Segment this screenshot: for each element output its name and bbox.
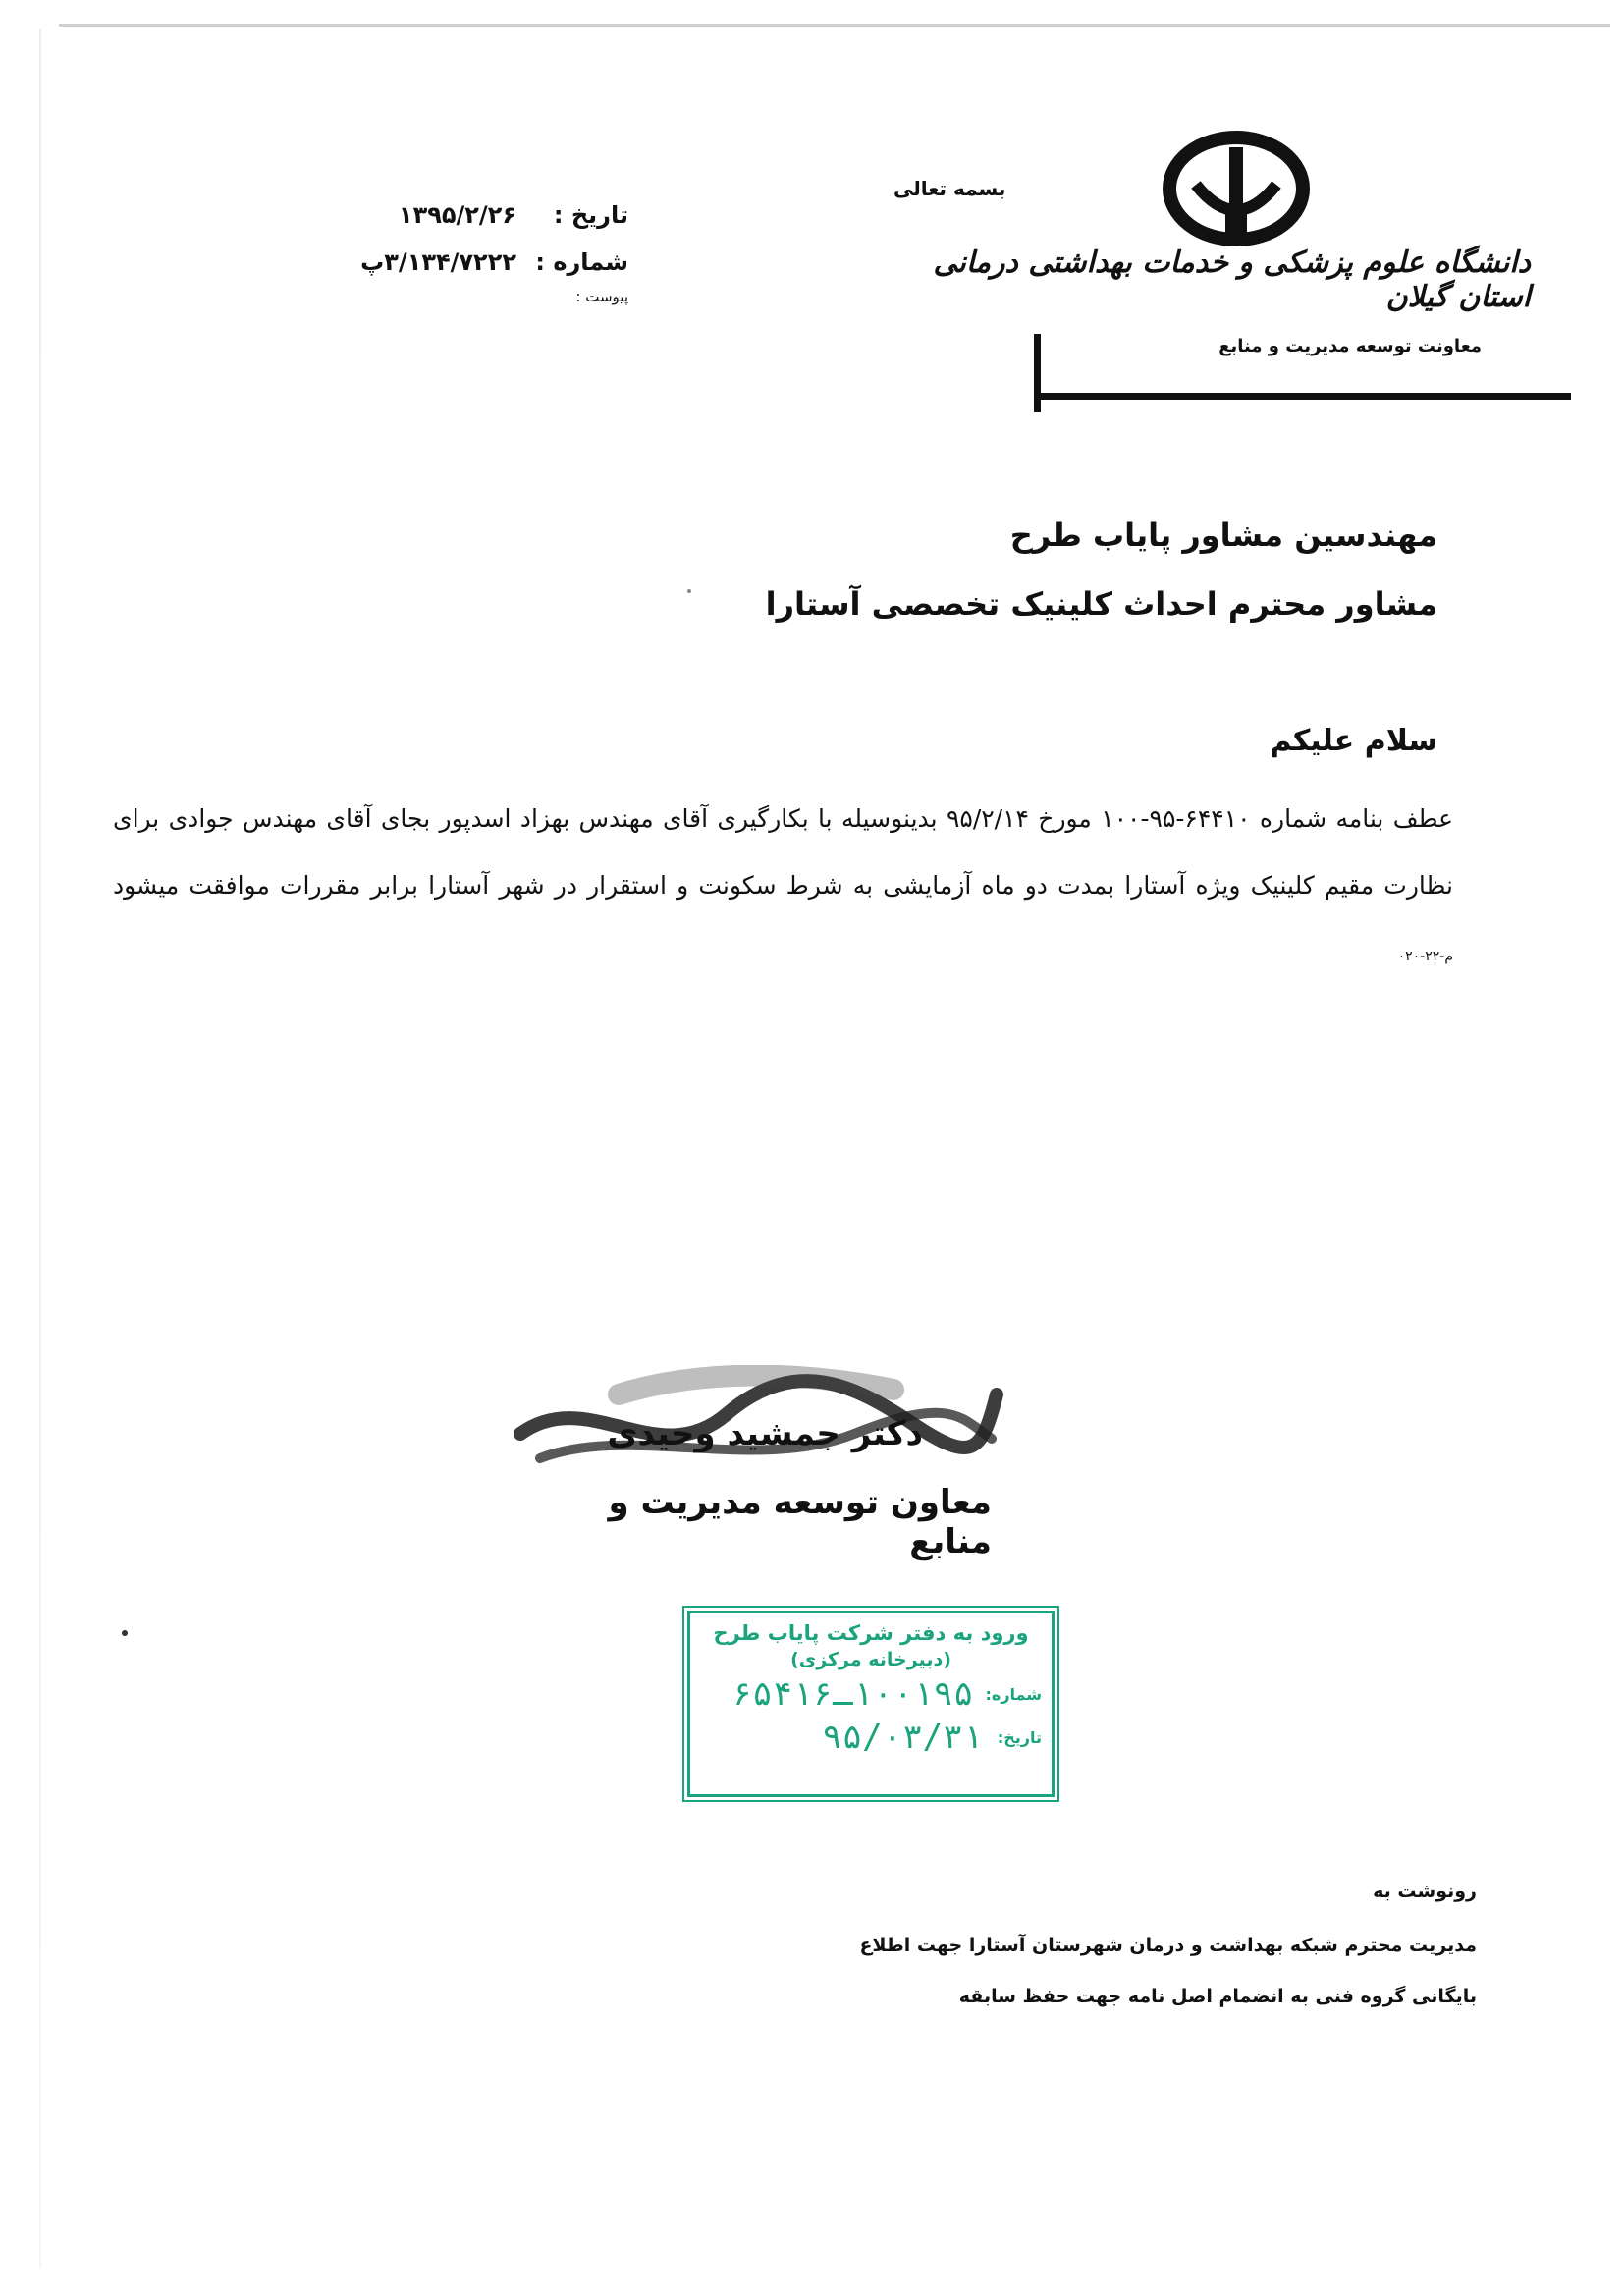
body-ref-note: م-۲۲-۰۲۰: [1397, 949, 1453, 964]
greeting: سلام علیکم: [1270, 724, 1437, 758]
date-label: تاریخ :: [553, 201, 628, 229]
addressee-line-2: مشاور محترم احداث کلینیک تخصصی آستارا: [765, 585, 1437, 623]
header-meta: [285, 191, 628, 307]
receipt-stamp: [687, 1611, 1055, 1797]
addressee-line-1: مهندسین مشاور پایاب طرح: [1009, 517, 1437, 554]
letter-body: [113, 786, 1453, 990]
stamp-number-row: [690, 1674, 1052, 1714]
signatory-name: دکتر جمشید وحیدی: [607, 1414, 923, 1453]
number-value: ۳/۱۳۴/۷۲۲۲پ: [360, 248, 516, 276]
cc-heading: رونوشت به: [1373, 1881, 1477, 1902]
letterhead-bar-horizontal: [1034, 393, 1571, 400]
letter-body-text: عطف بنامه شماره ۶۴۴۱۰-۹۵-۱۰۰ مورخ ۹۵/۲/۱۴ بدینوسیله با بکارگیری آقای مهندس بهزاد اسدپور بجای آقای مهندس جوادی برای نظارت مقیم کلینیک ویژه آستارا بمدت دو ماه آزمایشی به شرط سکونت و استقرار در شهر آستارا برابر مقررات موافقت میشود: [113, 804, 1454, 900]
attachment-label: پیوست :: [575, 288, 628, 305]
cc-block: [593, 1881, 1477, 2022]
stamp-title: ورود به دفتر شرکت پایاب طرح: [713, 1621, 1029, 1645]
stamp-number-label: شماره:: [985, 1684, 1042, 1704]
cc-line: مدیریت محترم شبکه بهداشت و درمان شهرستان آستارا جهت اطلاع: [859, 1935, 1477, 1956]
cc-line: بایگانی گروه فنی به انضمام اصل نامه جهت حفظ سابقه: [958, 1986, 1477, 2007]
letterhead-caption: بسمه تعالی: [893, 177, 1006, 200]
scan-edge-left: [39, 29, 41, 2269]
letterhead-bar-vertical: [1034, 334, 1041, 412]
attachment-row: [285, 286, 628, 307]
number-row: [285, 239, 628, 286]
stamp-number-value: ۱۰۰۱۹۵ـ۶۵۴۱۶: [731, 1674, 974, 1714]
stamp-subtitle: (دبیرخانه مرکزی): [790, 1649, 951, 1670]
scan-edge-top: [59, 24, 1610, 27]
scan-speck: [122, 1630, 128, 1636]
letterhead-department: معاونت توسعه مدیریت و منابع: [1218, 336, 1482, 356]
ministry-logo-icon: [1157, 128, 1316, 255]
number-label: شماره :: [535, 248, 628, 276]
stamp-date-row: [690, 1718, 1052, 1757]
addressee-block: [554, 501, 1437, 638]
date-value: ۱۳۹۵/۲/۲۶: [398, 201, 516, 229]
signatory-title: معاون توسعه مدیریت و منابع: [608, 1483, 992, 1561]
scan-speck: [687, 589, 691, 593]
stamp-date-label: تاریخ:: [997, 1727, 1042, 1747]
stamp-date-value: ۹۵/۰۳/۳۱: [822, 1718, 983, 1757]
letterhead-organization: دانشگاه علوم پزشکی و خدمات بهداشتی درمانی استان گیلان: [933, 246, 1531, 314]
date-row: [285, 191, 628, 239]
